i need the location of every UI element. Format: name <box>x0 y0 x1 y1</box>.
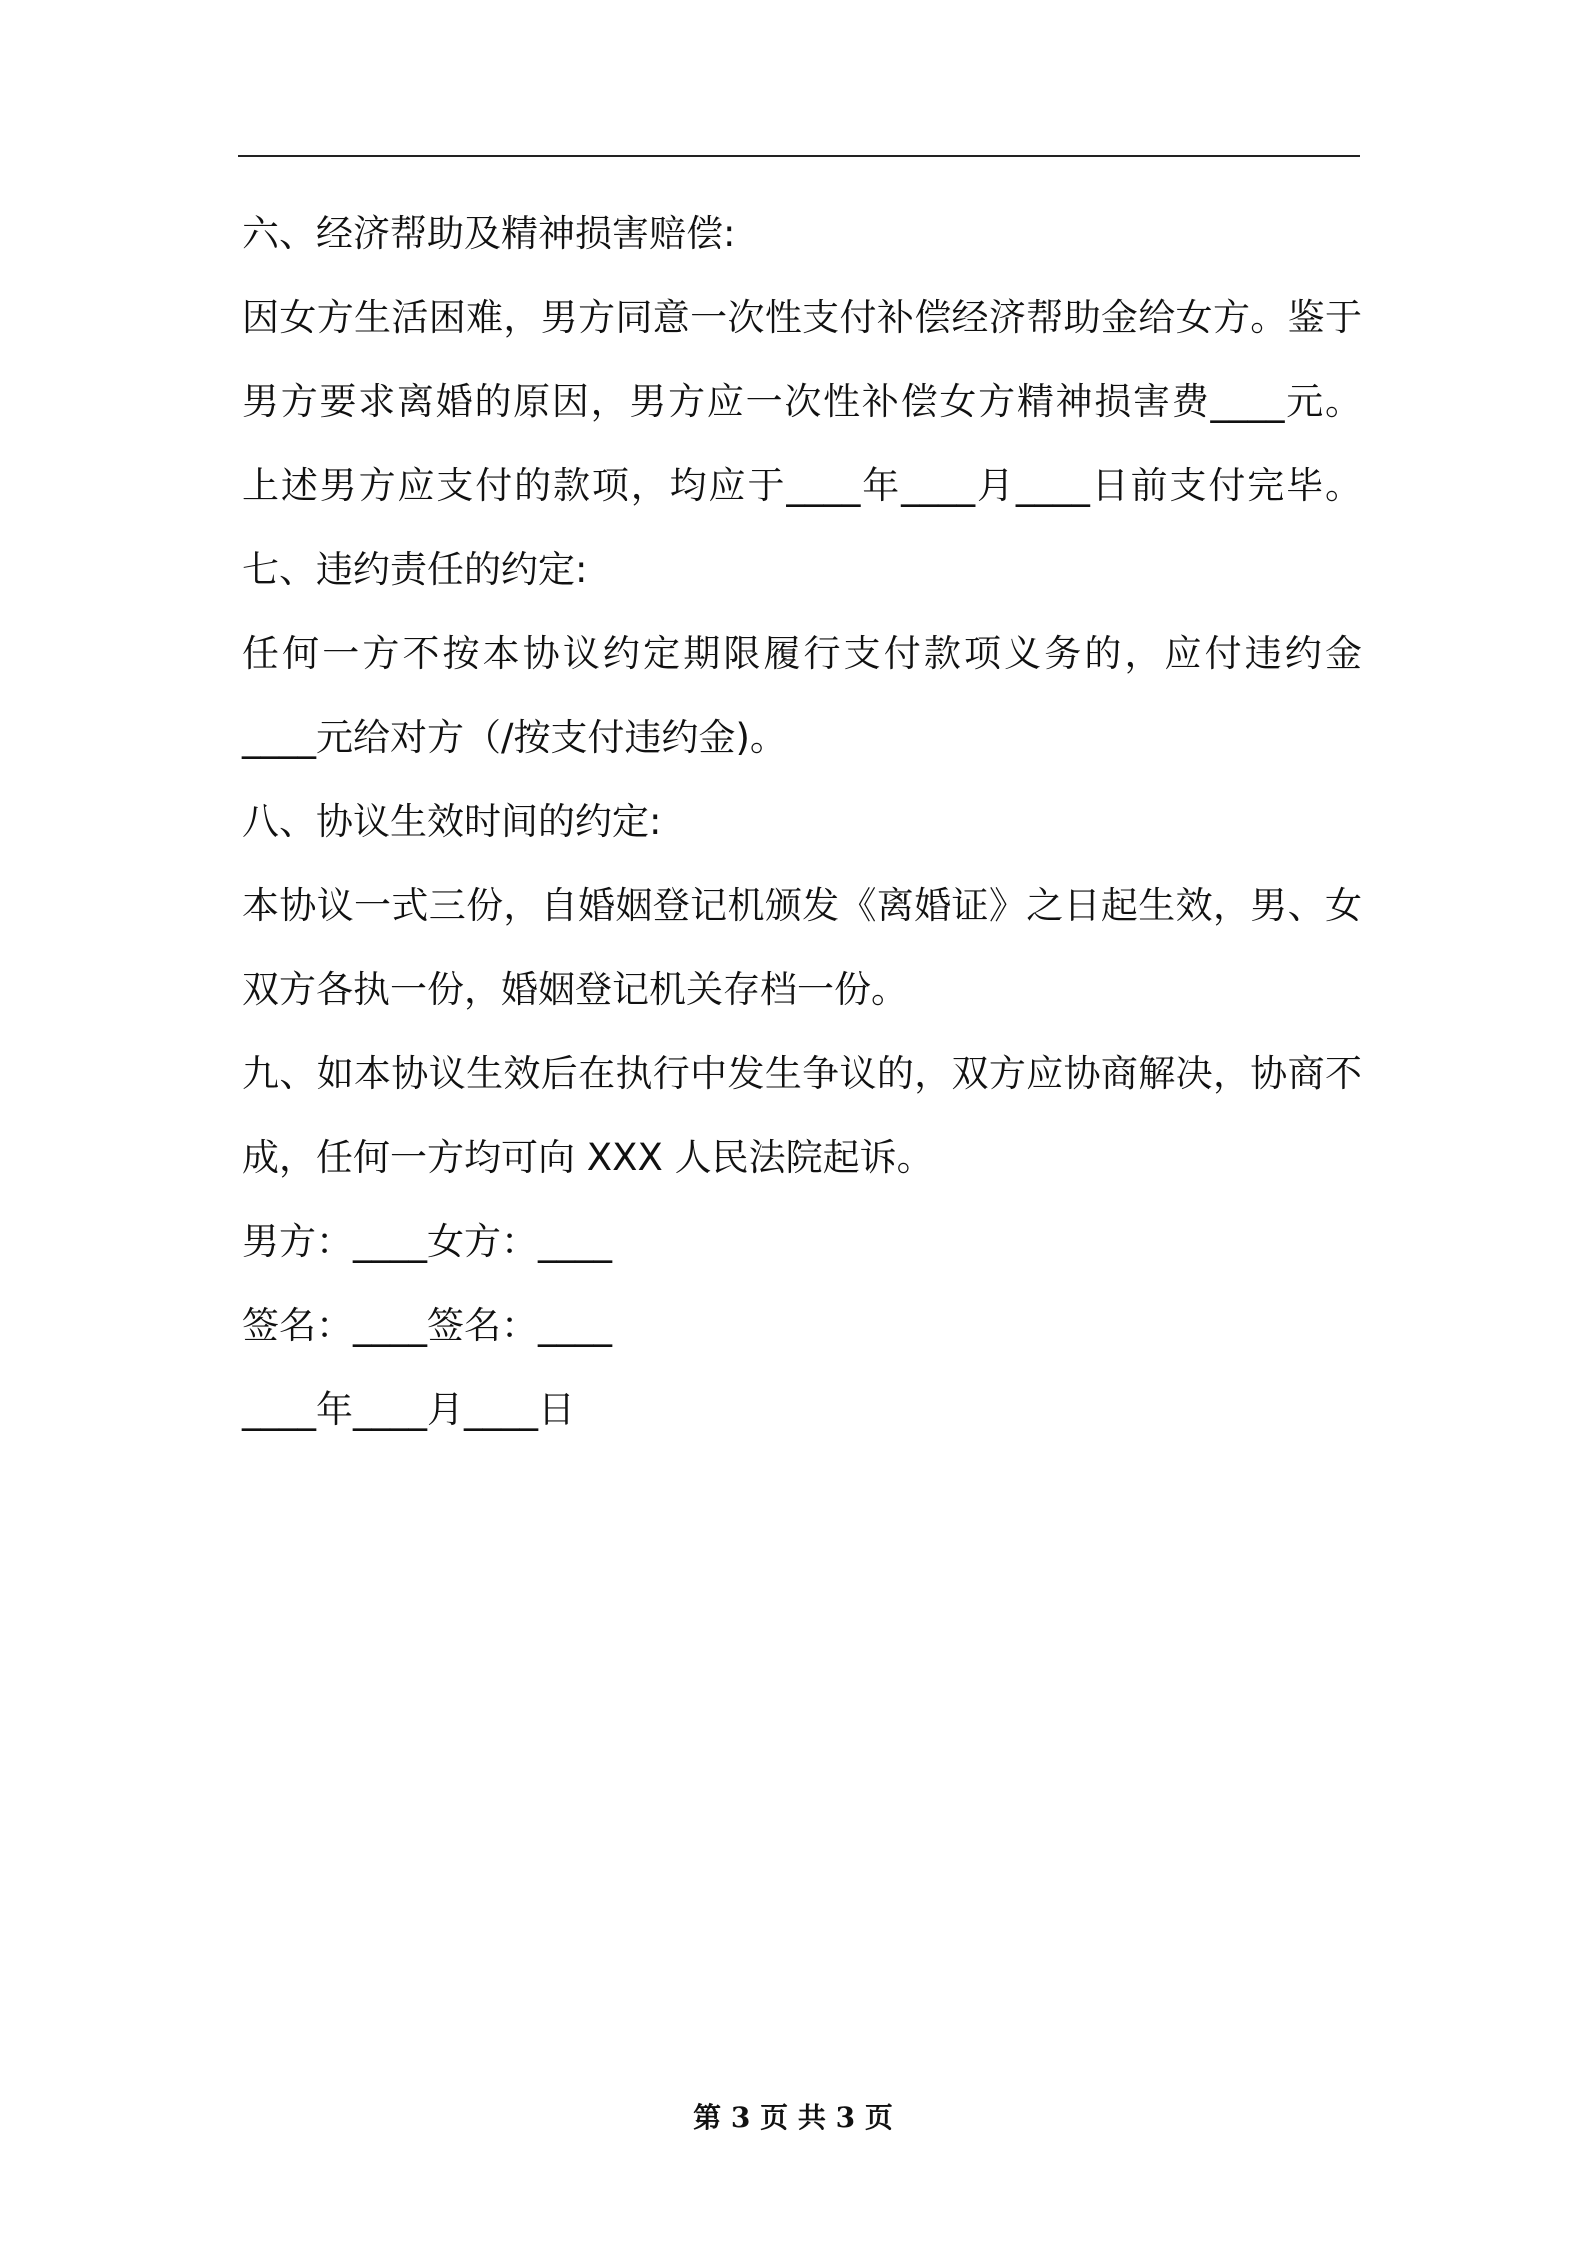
paragraph-line: 上述男方应支付的款项，均应于____年____月____日前支付完毕。 <box>242 464 1362 507</box>
section-heading-7: 七、违约责任的约定: <box>242 548 588 591</box>
section-heading-8: 八、协议生效时间的约定: <box>242 800 662 843</box>
date-line: ____年____月____日 <box>242 1388 575 1431</box>
paragraph-line: 男方要求离婚的原因，男方应一次性补偿女方精神损害费____元。 <box>242 380 1362 423</box>
section-heading-6: 六、经济帮助及精神损害赔偿: <box>242 212 736 255</box>
document-body <box>242 192 1362 1452</box>
paragraph-line: 成，任何一方均可向 XXX 人民法院起诉。 <box>242 1136 934 1179</box>
paragraph-line: 任何一方不按本协议约定期限履行支付款项义务的，应付违约金 <box>242 632 1362 675</box>
page-number: 第 3 页 共 3 页 <box>693 2101 893 2134</box>
paragraph-line: 本协议一式三份，自婚姻登记机颁发《离婚证》之日起生效，男、女 <box>242 884 1362 927</box>
section-heading-9: 九、如本协议生效后在执行中发生争议的，双方应协商解决，协商不 <box>242 1052 1362 1095</box>
party-line: 男方：____女方：____ <box>242 1220 612 1263</box>
header-rule <box>238 155 1360 157</box>
signature-line: 签名：____签名：____ <box>242 1304 612 1347</box>
paragraph-line: ____元给对方（/按支付违约金)。 <box>242 716 787 759</box>
paragraph-line: 因女方生活困难，男方同意一次性支付补偿经济帮助金给女方。鉴于 <box>242 296 1362 339</box>
paragraph-line: 双方各执一份，婚姻登记机关存档一份。 <box>242 968 908 1011</box>
